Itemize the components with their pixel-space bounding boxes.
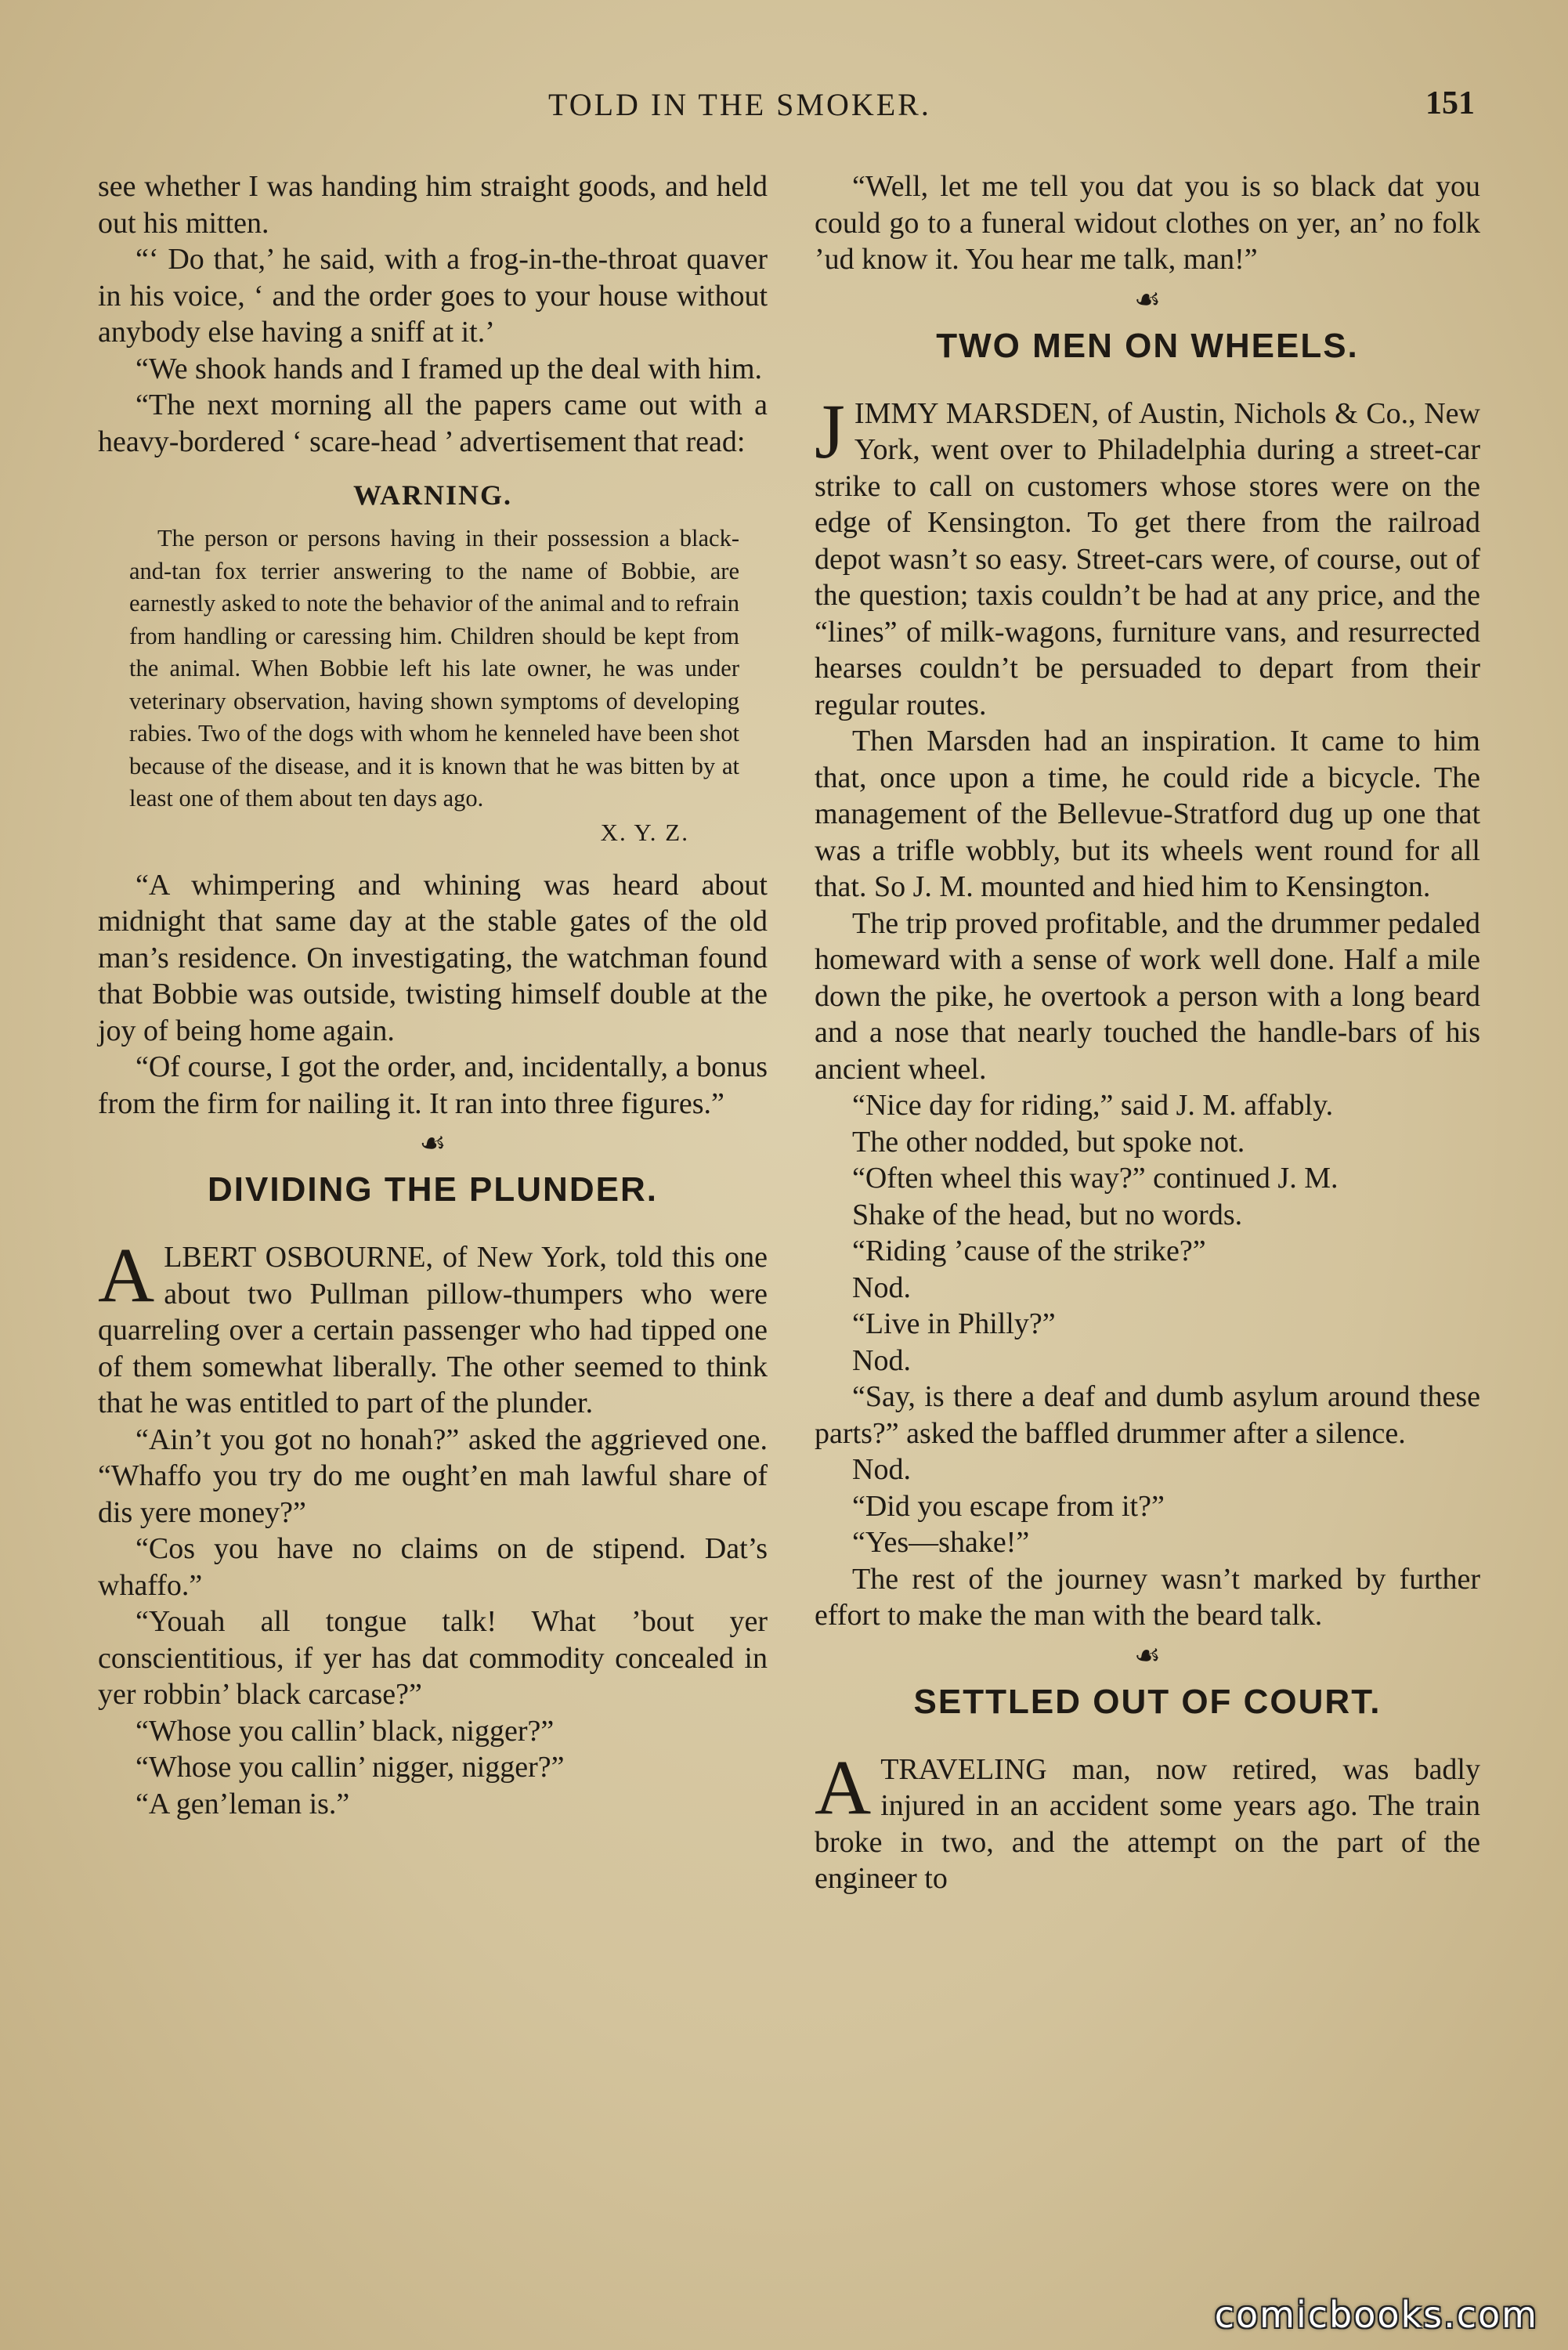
lead-paragraph (815, 387, 1480, 724)
paragraph: Nod. (852, 1271, 911, 1304)
lead-paragraph (815, 1743, 1480, 1897)
paragraph: Then Marsden had an inspiration. It came to him that, once upon a time, he could ride a bicycle. The management of the Bellevue-Stratford dug up one that was a trifle wobbly, but its wheels went round for all that. So J. M. mounted and hied him to Kensington. (815, 725, 1480, 903)
notice-body: The person or persons having in their possession a black-and-tan fox terrier answering to the name of Bobbie, are earnestly asked to note the behavior of the animal and to refrain from handling or caressing him. Children should be kept from the animal. When Bobbie left his late owner, he was under veterinary observation, having shown symptoms of developing rabies. Two of the dogs with whom he kenneled have been shot because of the disease, and it is known that he was bitten by at least one of them about ten days ago. (129, 525, 739, 812)
paragraph: “A whimpering and whining was heard about midnight that same day at the stable gates of the old man’s residence. On investigating, the watchman found that Bobbie was outside, twisting himself double at the joy of being home again. (98, 868, 768, 1047)
paragraph: “Youah all tongue talk! What ’bout yer conscientitious, if yer has dat commodity concealed in yer robbin’ black carcase?” (98, 1605, 768, 1711)
paragraph: “Ain’t you got no honah?” asked the aggrieved one. “Whaffo you try do me ought’en mah lawful share of dis yere money?” (98, 1423, 768, 1529)
fleuron-ornament: ☙ (1133, 283, 1162, 316)
paragraph: Nod. (852, 1343, 911, 1377)
left-column (98, 168, 768, 1822)
warning-notice (98, 479, 768, 847)
paragraph: “Whose you callin’ black, nigger?” (135, 1714, 555, 1748)
lead-text: TRAVELING man, now retired, was badly injured in an accident some years ago. The train broke in two, and the attempt on the part of the engineer to (815, 1752, 1480, 1895)
paragraph: “Cos you have no claims on de stipend. Dat’s whaffo.” (98, 1532, 768, 1602)
paragraph: Shake of the head, but no words. (852, 1198, 1243, 1231)
paragraph: The other nodded, but spoke not. (852, 1125, 1245, 1159)
paragraph: “Live in Philly?” (852, 1307, 1056, 1340)
drop-cap: A (815, 1743, 872, 1831)
paragraph: The rest of the journey wasn’t marked by further effort to make the man with the beard talk. (815, 1562, 1480, 1632)
right-column (815, 168, 1480, 1897)
running-title: TOLD IN THE SMOKER. (548, 87, 931, 122)
paragraph: Nod. (852, 1453, 911, 1486)
paragraph: “Riding ’cause of the strike?” (852, 1235, 1206, 1267)
paragraph: “The next morning all the papers came out with a heavy-bordered ‘ scare-head ’ advertisement that read: (98, 389, 768, 458)
paragraph: “Well, let me tell you dat you is so black dat you could go to a funeral widout clothes on yer, an’ no folk ’ud know it. You hear me talk, man!” (815, 170, 1480, 276)
page-number: 151 (1425, 85, 1475, 121)
notice-signature: X. Y. Z. (600, 818, 689, 846)
lead-text: IMMY MARSDEN, of Austin, Nichols & Co., New York, went over to Philadelphia during a street-car strike to call on customers whose stores were on the edge of Kensington. To get there from the railroad depot wasn’t so easy. Street-cars were, of course, out of the question; taxis couldn’t be had at any price, and the “lines” of milk-wagons, furniture vans, and resurrected hearses couldn’t be persuaded to depart from their regular routes. (815, 396, 1480, 721)
paragraph: see whether I was handing him straight goods, and held out his mitten. (98, 170, 768, 240)
section-title: TWO MEN ON WHEELS. (936, 326, 1359, 365)
fleuron-ornament: ☙ (419, 1127, 446, 1160)
fleuron-ornament: ☙ (1133, 1639, 1162, 1672)
paragraph: “Nice day for riding,” said J. M. affably. (852, 1089, 1334, 1122)
watermark-logo: comicbooks.com (1214, 2294, 1538, 2336)
paragraph: “We shook hands and I framed up the deal with him. (135, 352, 763, 385)
paragraph: “Yes—shake!” (852, 1526, 1030, 1559)
paragraph: “Often wheel this way?” continued J. M. (852, 1162, 1339, 1195)
section-title: SETTLED OUT OF COURT. (913, 1682, 1382, 1721)
paragraph: “‘ Do that,’ he said, with a frog-in-the-throat quaver in his voice, ‘ and the order goes to your house without anybody else having a sniff at it.’ (98, 243, 768, 349)
drop-cap: A (98, 1231, 155, 1318)
paragraph: “A gen’leman is.” (135, 1787, 350, 1820)
paragraph: “Say, is there a deaf and dumb asylum around these parts?” asked the baffled drummer after a silence. (815, 1380, 1480, 1450)
drop-cap: J (815, 387, 845, 475)
lead-text: LBERT OSBOURNE, of New York, told this one about two Pullman pillow-thumpers who were quarreling over a certain passenger who had tipped one of them somewhat liberally. The other seemed to think that he was entitled to part of the plunder. (98, 1241, 768, 1419)
paragraph: “Whose you callin’ nigger, nigger?” (135, 1751, 565, 1784)
paragraph: “Of course, I got the order, and, incidentally, a bonus from the firm for nailing it. It ran into three figures.” (98, 1050, 768, 1120)
page-header (0, 78, 1568, 133)
notice-title: WARNING. (352, 479, 512, 511)
lead-paragraph (98, 1231, 768, 1422)
section-title: DIVIDING THE PLUNDER. (208, 1170, 658, 1209)
paragraph: The trip proved profitable, and the drummer pedaled homeward with a sense of work well done. Half a mile down the pike, he overtook a person with a long beard and a nose that nearly touched the handle-bars of his ancient wheel. (815, 906, 1480, 1086)
paragraph: “Did you escape from it?” (852, 1489, 1165, 1523)
